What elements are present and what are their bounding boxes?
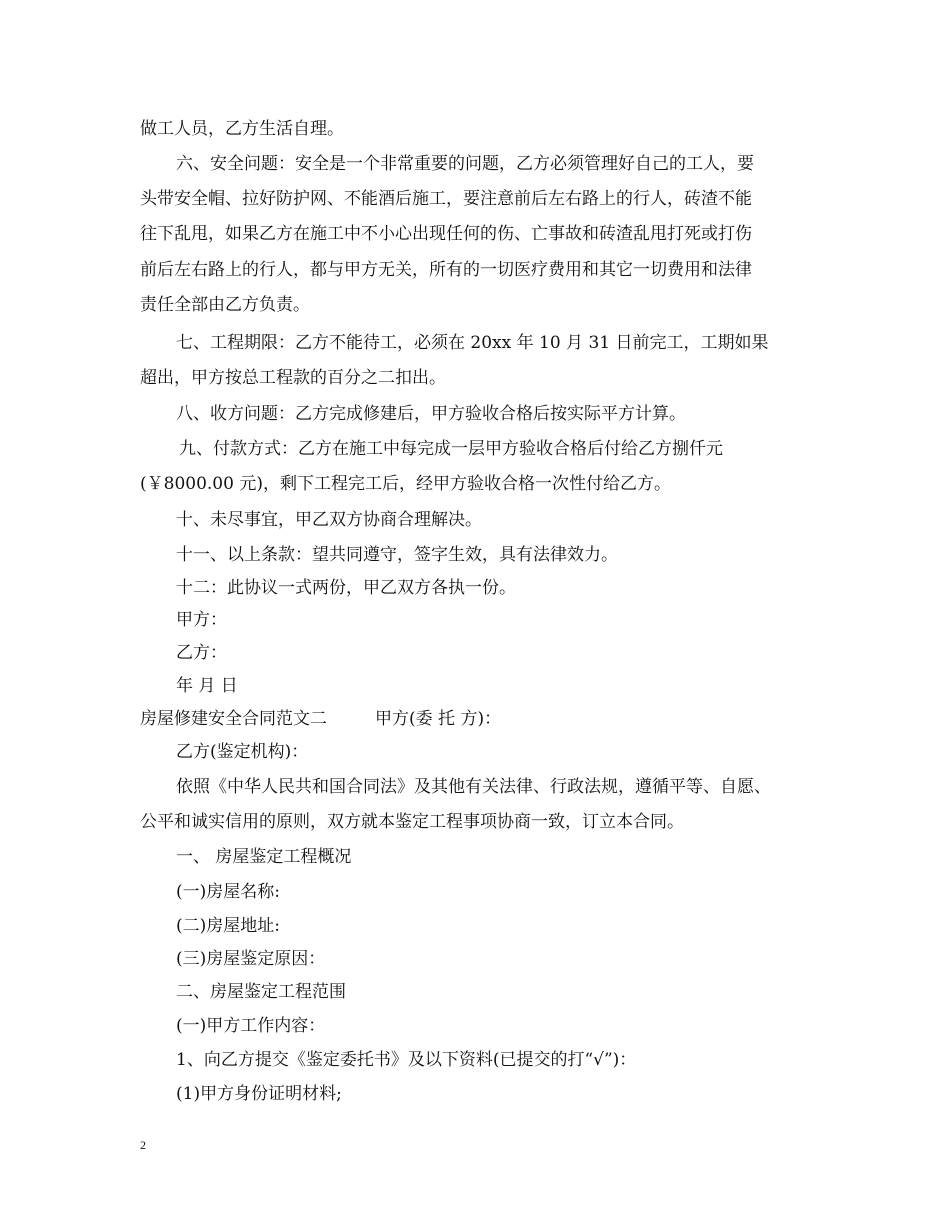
- preamble-line-2: 公平和诚实信用的原则，双方就本鉴定工程事项协商一致，订立本合同。: [140, 812, 684, 832]
- house-name-field: (一)房屋名称:: [176, 882, 280, 902]
- party-a-work-heading: (一)甲方工作内容：: [176, 1016, 326, 1036]
- clause-six-line-4: 前后左右路上的行人，都与甲方无关，所有的一切医疗费用和其它一切费用和法律: [140, 260, 752, 280]
- clause-nine-line-1: 九、付款方式：乙方在施工中每完成一层甲方验收合格后付给乙方捌仟元: [179, 439, 723, 459]
- party-a-signature-label: 甲方：: [176, 610, 227, 630]
- clause-seven-line-2: 超出，甲方按总工程款的百分之二扣出。: [140, 368, 446, 388]
- appraisal-reason-field: (三)房屋鉴定原因：: [176, 949, 326, 969]
- clause-six-line-3: 往下乱甩，如果乙方在施工中不小心出现任何的伤、亡事故和砖渣乱甩打死或打伤: [140, 224, 752, 244]
- identity-material-item: (1)甲方身份证明材料;: [176, 1084, 342, 1104]
- party-b-signature-label: 乙方：: [176, 643, 227, 663]
- clause-eleven: 十一、以上条款：望共同遵守，签字生效，具有法律效力。: [176, 545, 618, 565]
- page-number: 2: [140, 1138, 146, 1152]
- heading-scope: 二、房屋鉴定工程范围: [176, 982, 346, 1002]
- clause-ten: 十、未尽事宜，甲乙双方协商合理解决。: [176, 510, 482, 530]
- clause-seven-line-1: 七、工程期限：乙方不能待工，必须在 20xx 年 10 月 31 日前完工，工期如果: [176, 333, 769, 353]
- heading-overview: 一、 房屋鉴定工程概况: [176, 847, 352, 867]
- section-title: 房屋修建安全合同范文二: [140, 709, 327, 729]
- section-title-line: [140, 708, 501, 730]
- clause-eight: 八、收方问题：乙方完成修建后，甲方验收合格后按实际平方计算。: [176, 404, 686, 424]
- clause-six-line-1: 六、安全问题：安全是一个非常重要的问题，乙方必须管理好自己的工人，要: [176, 154, 754, 174]
- paragraph-line: 做工人员，乙方生活自理。: [140, 119, 344, 139]
- clause-six-line-5: 责任全部由乙方负责。: [140, 295, 310, 315]
- appraisal-agency-label: 乙方(鉴定机构)：: [176, 742, 309, 762]
- clause-nine-line-2: (￥8000.00 元)，剩下工程完工后，经甲方验收合格一次性付给乙方。: [140, 474, 671, 494]
- preamble-line-1: 依照《中华人民共和国合同法》及其他有关法律、行政法规，遵循平等、自愿、: [176, 777, 771, 797]
- house-address-field: (二)房屋地址:: [176, 916, 280, 936]
- submission-item: 1、向乙方提交《鉴定委托书》及以下资料(已提交的打“√”)：: [176, 1050, 637, 1070]
- date-label: 年 月 日: [176, 676, 238, 696]
- client-party-label: 甲方(委 托 方)：: [375, 709, 502, 729]
- clause-six-line-2: 头带安全帽、拉好防护网、不能酒后施工，要注意前后左右路上的行人，砖渣不能: [140, 189, 752, 209]
- clause-twelve: 十二：此协议一式两份，甲乙双方各执一份。: [176, 578, 516, 598]
